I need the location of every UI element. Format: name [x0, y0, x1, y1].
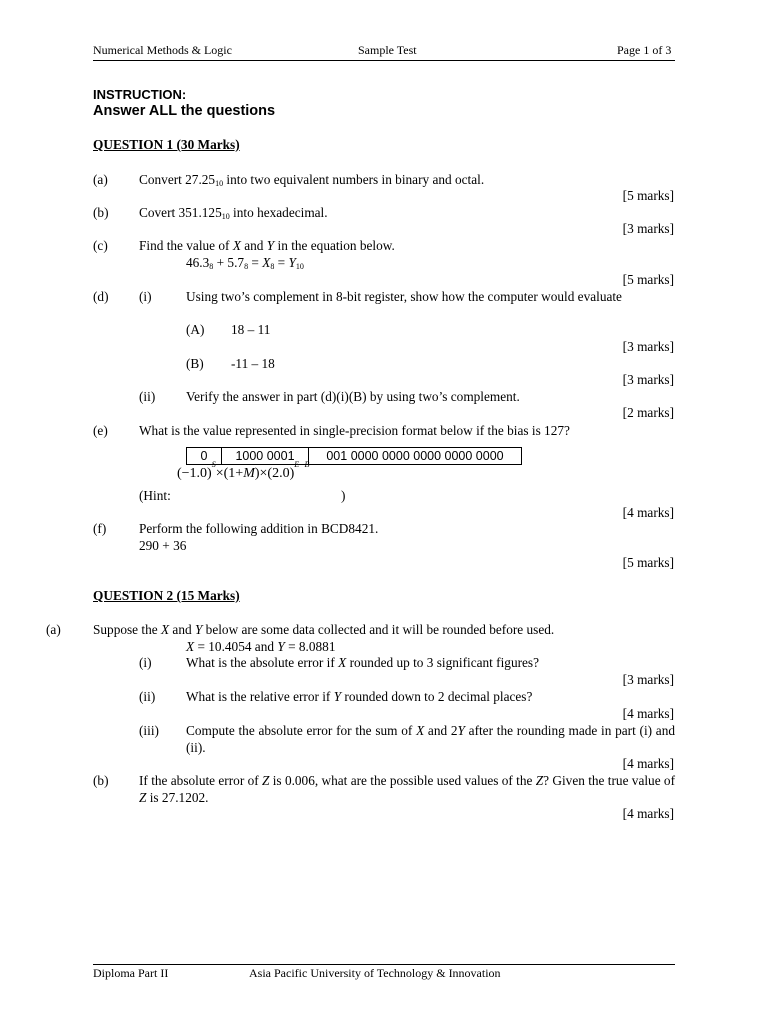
q1e-label: (e): [93, 423, 108, 438]
q1d-B-expr: -11 – 18: [231, 356, 275, 371]
q1e-exponent-bits: 1000 0001: [222, 448, 309, 465]
q2b-text: If the absolute error of Z is 0.006, what are the possible used values of the Z? Given the true value of Z is 27.1202.: [139, 773, 676, 805]
q2a-values: X = 10.4054 and Y = 8.0881: [186, 639, 336, 654]
footer-left: Diploma Part II: [93, 966, 169, 980]
q1b-marks: [3 marks]: [622, 221, 674, 236]
q1e-text: What is the value represented in single-precision format below if the bias is 127?: [139, 423, 570, 438]
q1d-i-label: (i): [139, 289, 152, 304]
q1d-B-label: (B): [186, 356, 204, 371]
q1d-A-marks: [3 marks]: [622, 339, 674, 354]
q1b-label: (b): [93, 205, 109, 220]
q1d-ii-label: (ii): [139, 389, 156, 404]
instruction-text: Answer ALL the questions: [93, 103, 276, 119]
header-page-number: Page 1 of 3: [617, 43, 672, 57]
q1e-marks: [4 marks]: [622, 505, 674, 520]
q2a-iii-text: Compute the absolute error for the sum of X and 2Y after the rounding made in part (i) and (ii).: [186, 723, 676, 755]
q2a-iii-label: (iii): [139, 723, 159, 738]
q1a-text: Convert $27.25_{10}$ into two equivalent numbers in binary and octal.: [139, 172, 485, 188]
q2a-i-text: What is the absolute error if X rounded up to 3 significant figures?: [186, 655, 540, 670]
q2a-i-marks: [3 marks]: [622, 672, 674, 687]
q2a-text: Suppose the X and Y below are some data collected and it will be rounded before used.: [93, 622, 555, 637]
q1f-expr: 290 + 36: [139, 538, 187, 553]
q1f-text: Perform the following addition in BCD8421.: [139, 521, 379, 536]
q2a-i-label: (i): [139, 655, 152, 670]
q1a-marks: [5 marks]: [622, 188, 674, 203]
header-rule: [93, 60, 675, 61]
q2b-marks: [4 marks]: [622, 806, 674, 821]
q2a-iii-marks: [4 marks]: [622, 756, 674, 771]
q1e-hint-open: (Hint:: [139, 488, 171, 503]
q1e-mantissa-bits: 001 0000 0000 0000 0000 0000: [309, 448, 522, 465]
footer-center: Asia Pacific University of Technology & Innovation: [249, 966, 501, 980]
q2a-label: (a): [46, 622, 61, 637]
q1d-label: (d): [93, 289, 109, 304]
q2a-ii-label: (ii): [139, 689, 156, 704]
q1c-equation: $46.3_8 + 5.7_8 = X_8 = Y_{10}$: [186, 255, 304, 271]
q1-title: QUESTION 1 (30 Marks): [93, 137, 240, 152]
q1d-B-marks: [3 marks]: [622, 372, 674, 387]
q1e-bit-table: [186, 447, 522, 465]
q2b-label: (b): [93, 773, 109, 788]
q1d-A-label: (A): [186, 322, 205, 337]
q1d-i-text: Using two’s complement in 8-bit register, show how the computer would evaluate: [186, 289, 622, 304]
q1b-text: Covert $351.125_{10}$ into hexadecimal.: [139, 205, 328, 221]
q1d-A-expr: 18 – 11: [231, 322, 271, 337]
q1a-label: (a): [93, 172, 108, 187]
header-course: Numerical Methods & Logic: [93, 43, 232, 57]
q2a-ii-marks: [4 marks]: [622, 706, 674, 721]
q1c-text: Find the value of X and Y in the equation below.: [139, 238, 395, 253]
q1f-marks: [5 marks]: [622, 555, 674, 570]
q1e-formula: $(-1.0)^S\times(1+M)\times(2.0)^{E-B}$: [177, 460, 310, 481]
q1c-label: (c): [93, 238, 108, 253]
q2a-ii-text: What is the relative error if Y rounded down to 2 decimal places?: [186, 689, 533, 704]
q1e-sign-bit: 0: [187, 448, 222, 465]
q1d-ii-text: Verify the answer in part (d)(i)(B) by using two’s complement.: [186, 389, 520, 404]
q1e-hint-close: ): [341, 488, 346, 503]
header-doc-type: Sample Test: [358, 43, 417, 57]
instruction-label: INSTRUCTION:: [93, 87, 187, 102]
q2-title: QUESTION 2 (15 Marks): [93, 588, 240, 603]
q1f-label: (f): [93, 521, 107, 536]
footer-rule: [93, 964, 675, 965]
q1c-marks: [5 marks]: [622, 272, 674, 287]
q1d-ii-marks: [2 marks]: [622, 405, 674, 420]
